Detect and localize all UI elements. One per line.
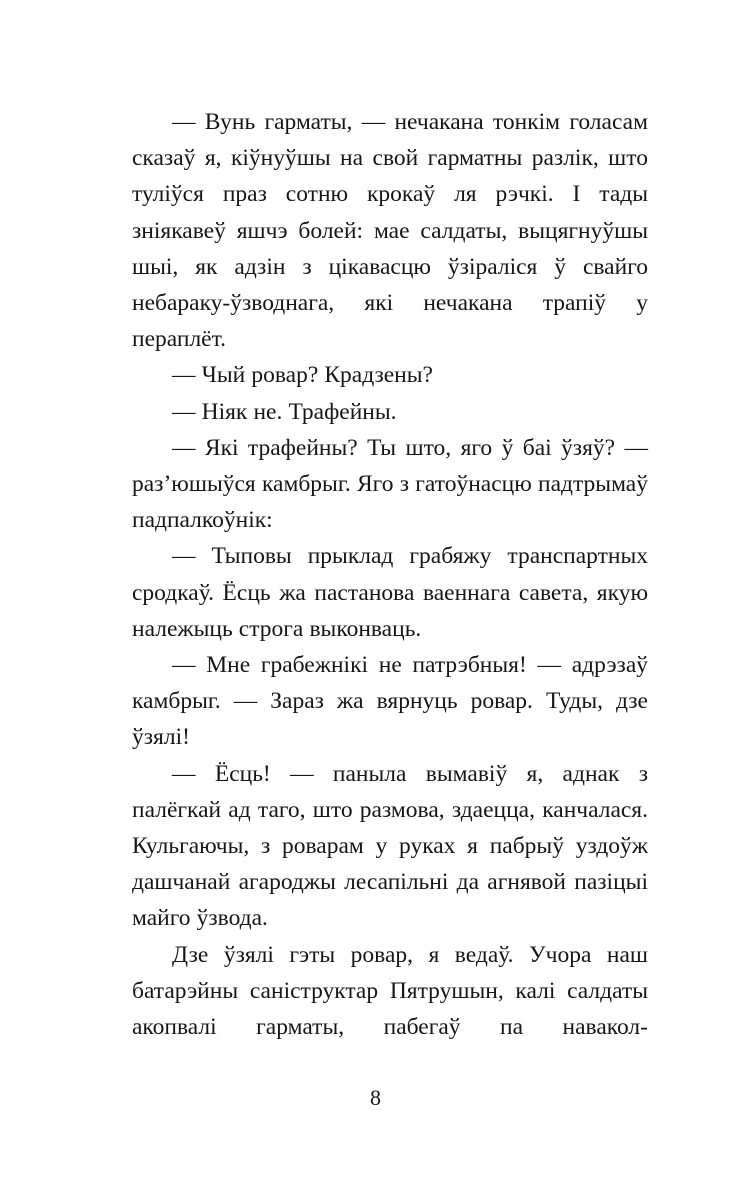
paragraph: — Мне грабежнікі не патрэбныя! — адрэзаў камбрыг. — Зараз жа вярнуць ровар. Туды, дзе ўзялі! <box>132 652 648 751</box>
paragraph: — Ніяк не. Трафейны. <box>172 398 397 425</box>
paragraph: — Ёсць! — паныла вымавіў я, аднак з палёгкай ад таго, што размова, здаецца, канчалася. Кульгаючы, з роварам у руках я пабрыў уздоўж дашчанай агароджы лесапільні да агнявой пазіцыі майго ўзвода. <box>132 760 648 932</box>
page-text-block <box>132 104 648 1045</box>
page-number: 8 <box>370 1085 381 1110</box>
paragraph: Дзе ўзялі гэты ровар, я ведаў. Учора наш батарэйны саніструктар Пятрушын, калі салдаты акопвалі гарматы, пабегаў па навакол- <box>132 941 648 1041</box>
paragraph: — Які трафейны? Ты што, яго ў баі ўзяў? — раз’юшыўся камбрыг. Яго з гатоўнасцю падтрымаў падпалкоўнік: <box>132 434 648 534</box>
paragraph: — Чый ровар? Крадзены? <box>172 362 433 389</box>
paragraph: — Тыповы прыклад грабяжу транспартных сродкаў. Ёсць жа пастанова ваеннага савета, якую належыць строга выконваць. <box>132 543 648 642</box>
paragraph: — Вунь гарматы, — нечакана тонкім голасам сказаў я, кіўнуўшы на свой гарматны разлік, што туліўся праз сотню крокаў ля рэчкі. І тады зніякавеў яшчэ болей: мае салдаты, выцягнуўшы шыі, як адзін з цікавасцю ўзіраліся ў свайго небараку-ўзводнага, які нечакана трапіў у пераплёт. <box>132 109 648 353</box>
